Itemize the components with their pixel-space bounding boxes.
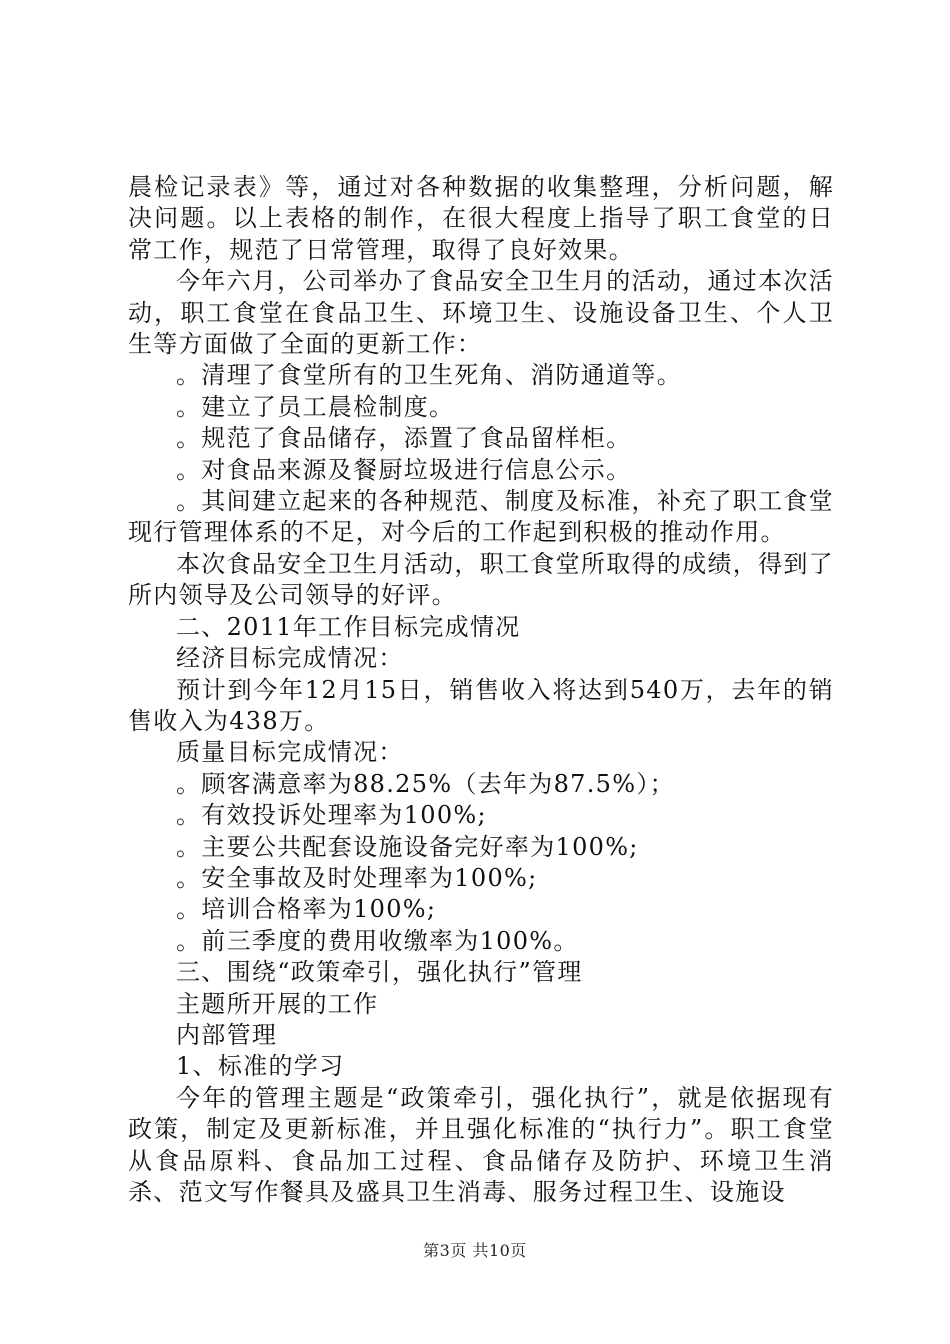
paragraph-continuation: 晨检记录表》等，通过对各种数据的收集整理，分析问题，解决问题。以上表格的制作，在很大程度上指导了职工食堂的日常工作，规范了日常管理，取得了良好效果。 [128, 173, 834, 264]
list-item: 。前三季度的费用收缴率为100%。 [176, 926, 579, 955]
list-item: 。建立了员工晨检制度。 [176, 392, 455, 421]
subheading-economic: 经济目标完成情况： [176, 644, 404, 673]
page-footer: 第3页 共10页 [423, 1241, 527, 1260]
subheading-internal-management: 内部管理 [176, 1020, 278, 1049]
list-item: 。有效投诉处理率为100%; [176, 801, 487, 830]
list-item: 。安全事故及时处理率为100%; [176, 863, 538, 892]
paragraph-management-theme: 今年的管理主题是“政策牵引，强化执行”，就是依据现有政策，制定及更新标准，并且强化标准的“执行力”。职工食堂从食品原料、食品加工过程、食品储存及防护、环境卫生消杀、范文写作餐具及盛具卫生消毒、服务过程卫生、设施设 [128, 1083, 834, 1206]
section-heading-continuation: 主题所开展的工作 [176, 989, 379, 1018]
list-item: 。对食品来源及餐厨垃圾进行信息公示。 [176, 455, 632, 484]
list-item: 。其间建立起来的各种规范、制度及标准，补充了职工食堂现行管理体系的不足，对今后的工作起到积极的推动作用。 [128, 487, 834, 547]
list-item: 。规范了食品储存，添置了食品留样柜。 [176, 424, 632, 453]
section-heading: 三、围绕“政策牵引，强化执行”管理 [176, 958, 583, 987]
section-heading: 二、2011年工作目标完成情况 [176, 612, 521, 641]
subheading-quality: 质量目标完成情况： [176, 738, 404, 767]
paragraph-evaluation: 本次食品安全卫生月活动，职工食堂所取得的成绩，得到了所内领导及公司领导的好评。 [128, 549, 834, 610]
list-item: 。培训合格率为100%; [176, 895, 437, 924]
list-item: 。顾客满意率为88.25%（去年为87.5%）； [176, 769, 675, 798]
subheading-standards: 1、标准的学习 [176, 1052, 345, 1081]
paragraph-activity-intro: 今年六月，公司举办了食品安全卫生月的活动，通过本次活动，职工食堂在食品卫生、环境卫生、设施设备卫生、个人卫生等方面做了全面的更新工作： [128, 267, 834, 359]
document-body [128, 172, 834, 1208]
paragraph-sales-forecast: 预计到今年12月15日，销售收入将达到540万，去年的销售收入为438万。 [128, 675, 834, 735]
list-item: 。清理了食堂所有的卫生死角、消防通道等。 [176, 361, 682, 390]
list-item: 。主要公共配套设施设备完好率为100%; [176, 832, 639, 861]
